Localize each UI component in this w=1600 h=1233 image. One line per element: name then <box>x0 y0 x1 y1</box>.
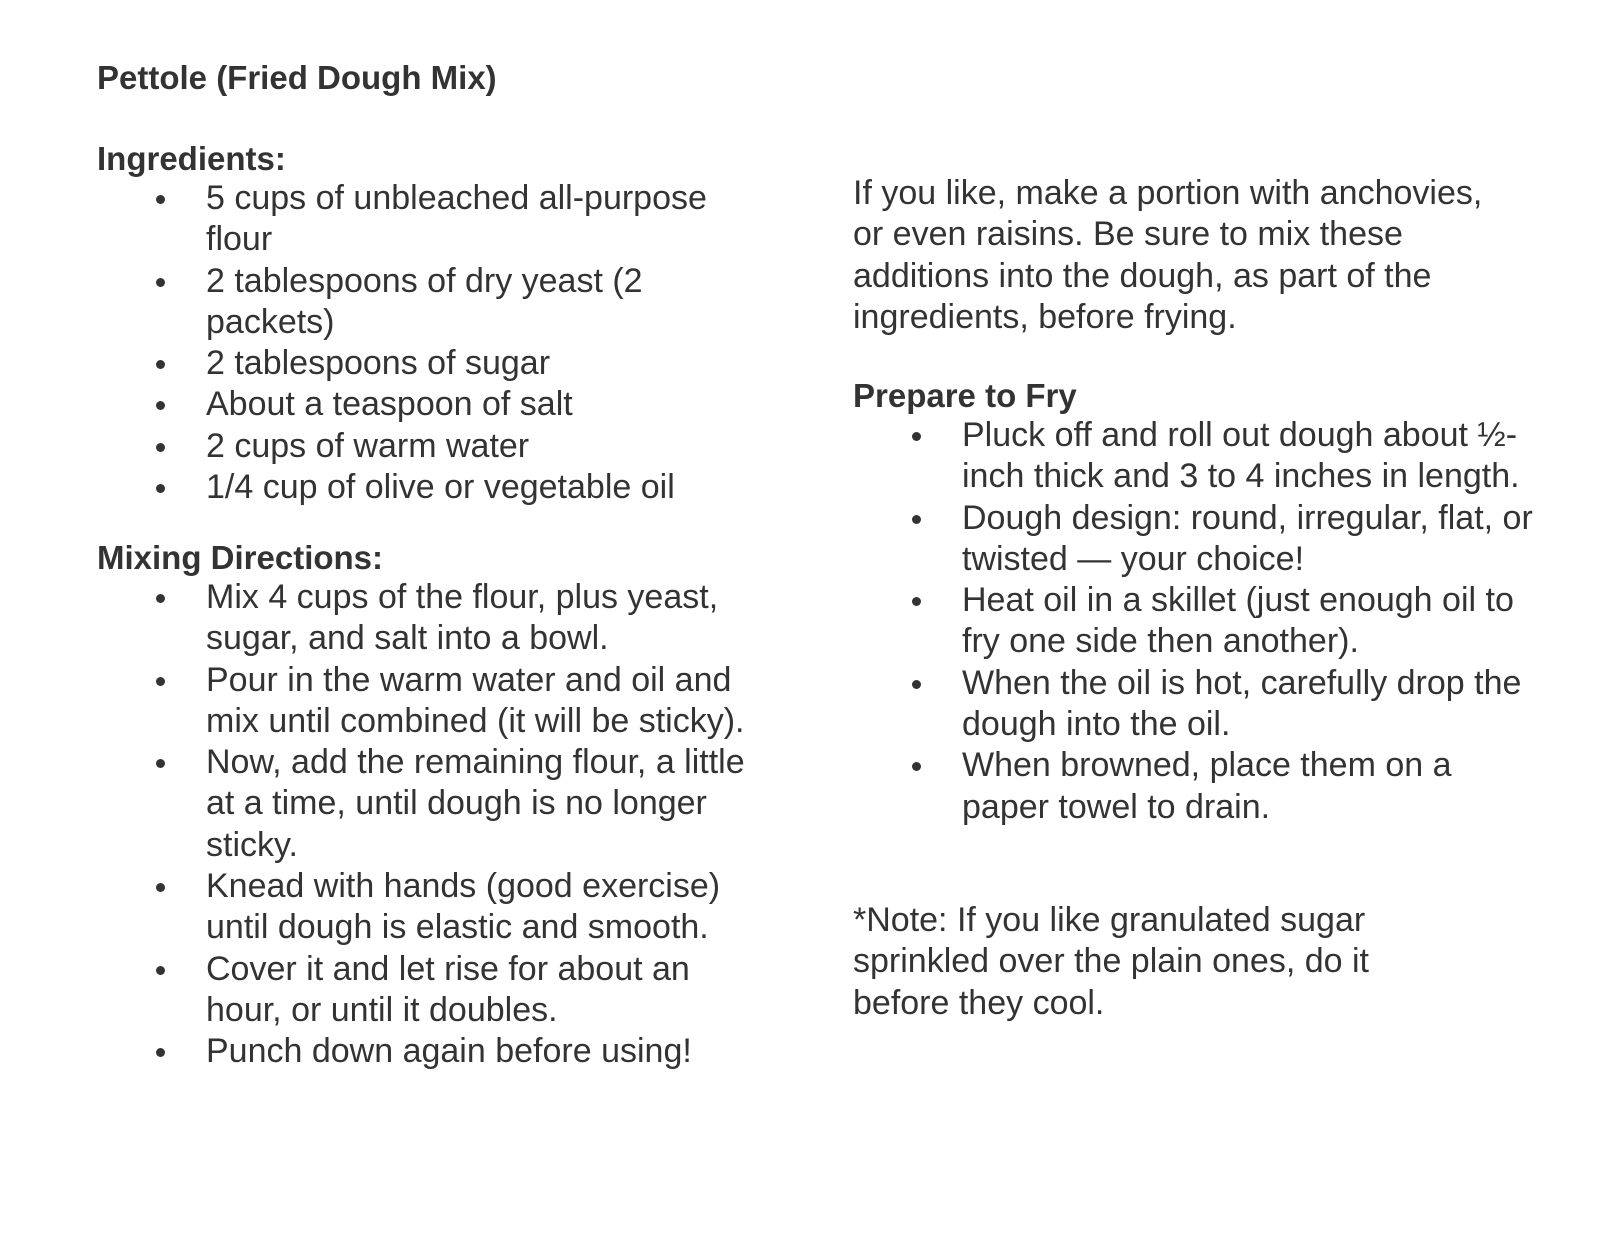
ingredient-text: About a teaspoon of salt <box>206 385 573 424</box>
bullet-icon <box>156 401 165 410</box>
ingredient-text: 2 tablespoons of dry yeast (2 packets) <box>206 261 643 341</box>
bullet-icon <box>156 883 165 892</box>
list-item <box>97 178 757 261</box>
step-text: Heat oil in a skillet (just enough oil to fry one side then another). <box>962 581 1514 661</box>
prepare-list <box>853 415 1533 828</box>
bullet-icon <box>156 278 165 287</box>
bullet-icon <box>156 443 165 452</box>
list-item <box>97 343 757 384</box>
bullet-icon <box>156 1048 165 1057</box>
mixing-list <box>97 577 757 1073</box>
step-text: Mix 4 cups of the flour, plus yeast, sugar, and salt into a bowl. <box>206 578 719 658</box>
bullet-icon <box>912 515 921 524</box>
step-text: Knead with hands (good exercise) until dough is elastic and smooth. <box>206 867 721 947</box>
bullet-icon <box>912 597 921 606</box>
step-text: When the oil is hot, carefully drop the dough into the oil. <box>962 663 1522 744</box>
ingredient-text: 2 tablespoons of sugar <box>206 344 551 383</box>
list-item <box>853 745 1533 828</box>
bullet-icon <box>156 759 165 768</box>
list-item <box>97 384 757 425</box>
prepare-heading: Prepare to Fry <box>853 377 1077 414</box>
bullet-icon <box>912 762 921 771</box>
additions-paragraph: If you like, make a portion with anchovies, or even raisins. Be sure to mix these additions into the dough, as part of the ingredients, before frying. <box>853 174 1483 336</box>
ingredient-text: 1/4 cup of olive or vegetable oil <box>206 468 675 507</box>
list-item <box>97 577 757 660</box>
list-item <box>97 742 757 866</box>
list-item <box>853 580 1533 663</box>
list-item <box>97 426 757 467</box>
bullet-icon <box>156 484 165 493</box>
page-title: Pettole (Fried Dough Mix) <box>97 59 497 96</box>
bullet-icon <box>156 360 165 369</box>
bullet-icon <box>156 966 165 975</box>
list-item <box>97 660 757 743</box>
list-item <box>853 663 1533 746</box>
list-item <box>97 949 757 1032</box>
bullet-icon <box>156 677 165 686</box>
bullet-icon <box>156 195 165 204</box>
ingredient-text: 2 cups of warm water <box>206 426 530 465</box>
ingredients-heading: Ingredients: <box>97 140 286 177</box>
list-item <box>97 866 757 949</box>
ingredients-list <box>97 178 757 508</box>
mixing-heading: Mixing Directions: <box>97 539 384 576</box>
list-item <box>853 415 1533 498</box>
step-text: When browned, place them on a paper towel to drain. <box>962 746 1452 826</box>
step-text: Punch down again before using! <box>206 1032 692 1071</box>
step-text: Pour in the warm water and oil and mix until combined (it will be sticky). <box>206 660 745 740</box>
step-text: Pluck off and roll out dough about ½-inch thick and 3 to 4 inches in length. <box>962 416 1520 496</box>
step-text: Dough design: round, irregular, flat, or twisted — your choice! <box>962 498 1533 578</box>
step-text: Now, add the remaining flour, a little at a time, until dough is no longer sticky. <box>206 743 745 864</box>
bullet-icon <box>912 680 921 689</box>
list-item <box>97 261 757 344</box>
bullet-icon <box>912 432 921 441</box>
list-item <box>97 1031 757 1072</box>
ingredient-text: 5 cups of unbleached all-purpose flour <box>206 179 707 259</box>
bullet-icon <box>156 594 165 603</box>
note-paragraph: *Note: If you like granulated sugar sprinkled over the plain ones, do it before they cool. <box>853 901 1369 1022</box>
step-text: Cover it and let rise for about an hour, or until it doubles. <box>206 949 690 1029</box>
list-item <box>853 498 1533 581</box>
list-item <box>97 467 757 508</box>
